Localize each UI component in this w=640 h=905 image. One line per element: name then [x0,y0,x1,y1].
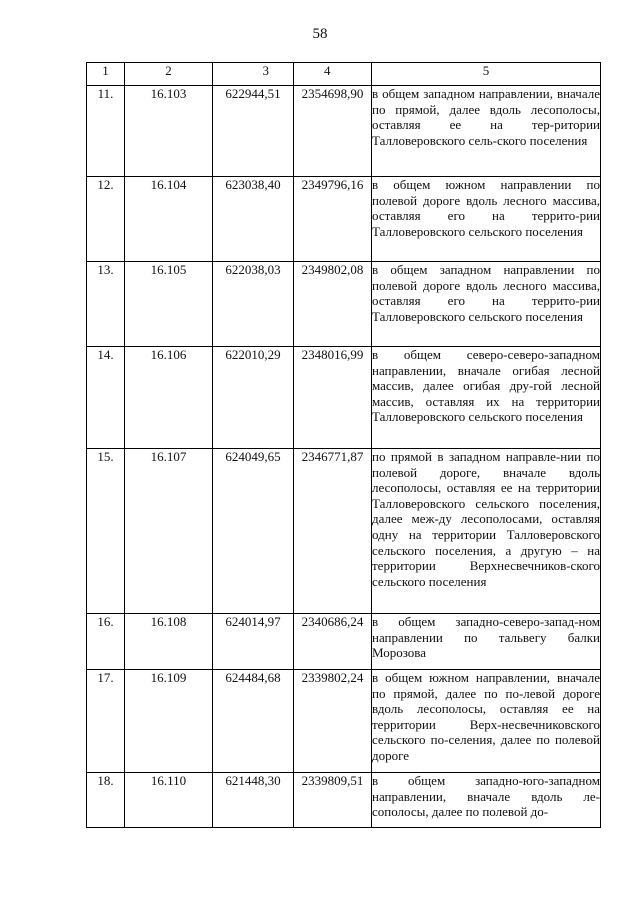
row-number-cell: 11. [87,86,125,177]
table-row [87,177,601,262]
header-cell-1: 1 [87,63,125,86]
x-coordinate-cell: 624484,68 [213,670,294,773]
y-coordinate-cell: 2348016,99 [294,347,372,449]
y-coordinate-cell: 2349796,16 [294,177,372,262]
header-cell-4: 4 [294,63,372,86]
table-row [87,347,601,449]
row-number-cell: 14. [87,347,125,449]
page-number: 58 [312,26,328,42]
x-coordinate-cell: 622944,51 [213,86,294,177]
description-cell: в общем западно-юго-западном направлении, вначале вдоль ле-сополосы, далее по полевой до- [372,773,601,828]
table-row [87,614,601,670]
description-cell: в общем западном направлении, вначале по прямой, далее вдоль лесополосы, оставляя ее на тер-ритории Талловеровского сель-ского поселения [372,86,601,177]
table-row [87,262,601,347]
x-coordinate-cell: 624049,65 [213,449,294,614]
x-coordinate-cell: 622010,29 [213,347,294,449]
header-cell-5: 5 [372,63,601,86]
description-cell: в общем южном направлении по полевой дороге вдоль лесного массива, оставляя его на террито-рии Талловеровского сельского поселения [372,177,601,262]
point-id-cell: 16.108 [125,614,213,670]
point-id-cell: 16.105 [125,262,213,347]
y-coordinate-cell: 2339809,51 [294,773,372,828]
point-id-cell: 16.110 [125,773,213,828]
x-coordinate-cell: 623038,40 [213,177,294,262]
x-coordinate-cell: 621448,30 [213,773,294,828]
point-id-cell: 16.103 [125,86,213,177]
boundary-table [86,62,601,828]
x-coordinate-cell: 622038,03 [213,262,294,347]
description-cell: в общем южном направлении, вначале по прямой, далее по по-левой дороге вдоль лесополосы, оставляя ее на территории Верх-несвечниковского сельского по-селения, далее по полевой дороге [372,670,601,773]
row-number-cell: 13. [87,262,125,347]
point-id-cell: 16.107 [125,449,213,614]
table-row [87,86,601,177]
description-cell: в общем западно-северо-запад-ном направлении по тальвегу балки Морозова [372,614,601,670]
table-body [87,86,601,828]
y-coordinate-cell: 2340686,24 [294,614,372,670]
point-id-cell: 16.104 [125,177,213,262]
x-coordinate-cell: 624014,97 [213,614,294,670]
point-id-cell: 16.109 [125,670,213,773]
header-cell-3: 3 [213,63,294,86]
row-number-cell: 17. [87,670,125,773]
table-row [87,773,601,828]
y-coordinate-cell: 2354698,90 [294,86,372,177]
row-number-cell: 18. [87,773,125,828]
y-coordinate-cell: 2339802,24 [294,670,372,773]
y-coordinate-cell: 2349802,08 [294,262,372,347]
table-row [87,449,601,614]
description-cell: в общем западном направлении по полевой дороге вдоль лесного массива, оставляя его на террито-рии Талловеровского сельского поселения [372,262,601,347]
table-header-row [87,63,601,86]
description-cell: по прямой в западном направле-нии по полевой дороге, вначале вдоль лесополосы, оставляя ее на территории Талловеровского сельского поселения, далее меж-ду лесополосами, оставляя одну на территории Талловеровского сельского поселения, а другую – на территории Верхнесвечников-ского сельского поселения [372,449,601,614]
row-number-cell: 12. [87,177,125,262]
row-number-cell: 15. [87,449,125,614]
point-id-cell: 16.106 [125,347,213,449]
description-cell: в общем северо-северо-западном направлении, вначале огибая лесной массив, далее огибая дру-гой лесной массив, оставляя их на территории Талловеровского сельского поселения [372,347,601,449]
row-number-cell: 16. [87,614,125,670]
y-coordinate-cell: 2346771,87 [294,449,372,614]
table-row [87,670,601,773]
header-cell-2: 2 [125,63,213,86]
